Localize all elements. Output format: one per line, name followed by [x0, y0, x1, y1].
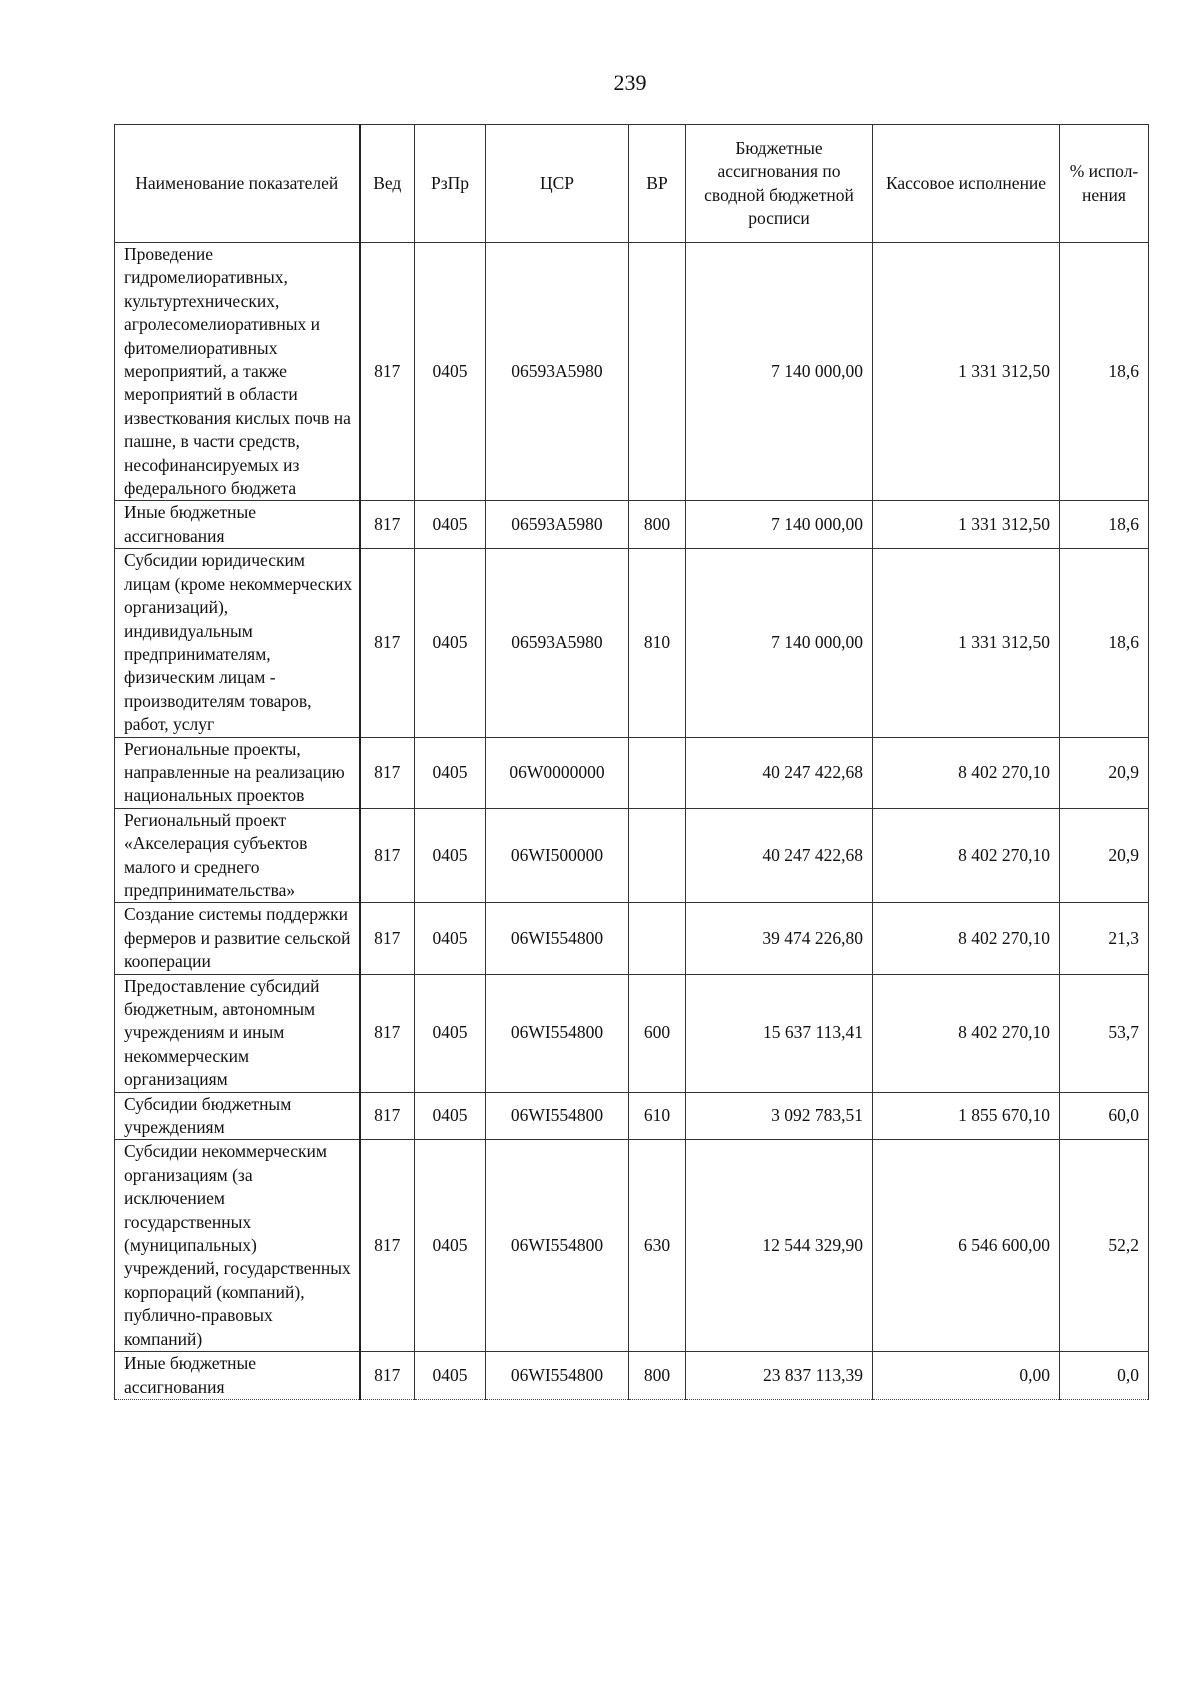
cell-ved: 817 [360, 974, 415, 1092]
cell-ved: 817 [360, 501, 415, 549]
header-assignments: Бюджетные ассигнования по сводной бюджетной росписи [686, 125, 873, 243]
cell-vr: 800 [629, 501, 686, 549]
table-header-row [115, 125, 1149, 243]
cell-assignments: 7 140 000,00 [686, 549, 873, 737]
cell-csr: 06593A5980 [486, 501, 629, 549]
cell-assignments: 39 474 226,80 [686, 903, 873, 974]
cell-rzpr: 0405 [415, 549, 486, 737]
table-row [115, 1092, 1149, 1140]
cell-ved: 817 [360, 243, 415, 501]
cell-vr: 610 [629, 1092, 686, 1140]
cell-name: Иные бюджетные ассигнования [115, 1352, 360, 1400]
cell-ved: 817 [360, 1092, 415, 1140]
cell-cash-execution: 6 546 600,00 [873, 1140, 1060, 1352]
cell-cash-execution: 8 402 270,10 [873, 808, 1060, 903]
cell-ved: 817 [360, 1352, 415, 1400]
cell-csr: 06W0000000 [486, 737, 629, 808]
cell-vr: 800 [629, 1352, 686, 1400]
cell-execution-percent: 60,0 [1060, 1092, 1149, 1140]
cell-rzpr: 0405 [415, 1140, 486, 1352]
cell-ved: 817 [360, 808, 415, 903]
cell-assignments: 40 247 422,68 [686, 737, 873, 808]
cell-ved: 817 [360, 549, 415, 737]
cell-assignments: 15 637 113,41 [686, 974, 873, 1092]
page-number: 239 [613, 70, 647, 95]
cell-execution-percent: 18,6 [1060, 243, 1149, 501]
cell-execution-percent: 18,6 [1060, 501, 1149, 549]
cell-assignments: 3 092 783,51 [686, 1092, 873, 1140]
cell-cash-execution: 0,00 [873, 1352, 1060, 1400]
header-ved: Вед [360, 125, 415, 243]
cell-csr: 06WI554800 [486, 1140, 629, 1352]
cell-vr [629, 243, 686, 501]
cell-rzpr: 0405 [415, 808, 486, 903]
cell-name: Иные бюджетные ассигнования [115, 501, 360, 549]
cell-csr: 06593A5980 [486, 243, 629, 501]
cell-assignments: 12 544 329,90 [686, 1140, 873, 1352]
header-vr: ВР [629, 125, 686, 243]
cell-rzpr: 0405 [415, 903, 486, 974]
cell-csr: 06WI554800 [486, 1092, 629, 1140]
cell-assignments: 23 837 113,39 [686, 1352, 873, 1400]
cell-rzpr: 0405 [415, 1352, 486, 1400]
cell-execution-percent: 21,3 [1060, 903, 1149, 974]
cell-name: Региональный проект «Акселерация субъектов малого и среднего предпринимательства» [115, 808, 360, 903]
cell-cash-execution: 1 331 312,50 [873, 243, 1060, 501]
cell-name: Субсидии юридическим лицам (кроме некоммерческих организаций), индивидуальным предпринимателям, физическим лицам - производителям товаров, работ, услуг [115, 549, 360, 737]
cell-vr: 810 [629, 549, 686, 737]
cell-cash-execution: 1 331 312,50 [873, 549, 1060, 737]
cell-csr: 06WI554800 [486, 974, 629, 1092]
cell-ved: 817 [360, 1140, 415, 1352]
cell-cash-execution: 8 402 270,10 [873, 737, 1060, 808]
header-rzpr: РзПр [415, 125, 486, 243]
cell-execution-percent: 18,6 [1060, 549, 1149, 737]
cell-name: Региональные проекты, направленные на реализацию национальных проектов [115, 737, 360, 808]
cell-rzpr: 0405 [415, 243, 486, 501]
cell-vr [629, 737, 686, 808]
table-row [115, 501, 1149, 549]
table-row [115, 808, 1149, 903]
table-row [115, 243, 1149, 501]
cell-assignments: 7 140 000,00 [686, 501, 873, 549]
cell-execution-percent: 52,2 [1060, 1140, 1149, 1352]
cell-assignments: 7 140 000,00 [686, 243, 873, 501]
cell-ved: 817 [360, 737, 415, 808]
cell-name: Предоставление субсидий бюджетным, автономным учреждениям и иным некоммерческим организациям [115, 974, 360, 1092]
cell-rzpr: 0405 [415, 974, 486, 1092]
table-row [115, 974, 1149, 1092]
table-row [115, 1140, 1149, 1352]
cell-rzpr: 0405 [415, 501, 486, 549]
cell-name: Создание системы поддержки фермеров и развитие сельской кооперации [115, 903, 360, 974]
table-row [115, 737, 1149, 808]
cell-csr: 06WI554800 [486, 903, 629, 974]
header-cash-execution: Кассовое исполнение [873, 125, 1060, 243]
budget-execution-table [114, 124, 1149, 1400]
header-name: Наименование показателей [115, 125, 360, 243]
header-csr: ЦСР [486, 125, 629, 243]
cell-name: Проведение гидромелиоративных, культуртехнических, агролесомелиоративных и фитомелиоративных мероприятий, а также мероприятий в области известкования кислых почв на пашне, в части средств, несофинансируемых из федерального бюджета [115, 243, 360, 501]
cell-assignments: 40 247 422,68 [686, 808, 873, 903]
table-row [115, 1352, 1149, 1400]
cell-cash-execution: 8 402 270,10 [873, 974, 1060, 1092]
cell-ved: 817 [360, 903, 415, 974]
cell-rzpr: 0405 [415, 1092, 486, 1140]
cell-execution-percent: 53,7 [1060, 974, 1149, 1092]
cell-csr: 06WI554800 [486, 1352, 629, 1400]
cell-vr [629, 903, 686, 974]
cell-cash-execution: 8 402 270,10 [873, 903, 1060, 974]
cell-execution-percent: 0,0 [1060, 1352, 1149, 1400]
cell-name: Субсидии бюджетным учреждениям [115, 1092, 360, 1140]
cell-csr: 06593A5980 [486, 549, 629, 737]
cell-vr: 630 [629, 1140, 686, 1352]
table-row [115, 549, 1149, 737]
cell-vr [629, 808, 686, 903]
cell-csr: 06WI500000 [486, 808, 629, 903]
cell-name: Субсидии некоммерческим организациям (за исключением государственных (муниципальных) учреждений, государственных корпораций (компаний), публично-правовых компаний) [115, 1140, 360, 1352]
cell-execution-percent: 20,9 [1060, 737, 1149, 808]
cell-rzpr: 0405 [415, 737, 486, 808]
header-execution-percent: % испол-нения [1060, 125, 1149, 243]
cell-cash-execution: 1 855 670,10 [873, 1092, 1060, 1140]
table-row [115, 903, 1149, 974]
cell-execution-percent: 20,9 [1060, 808, 1149, 903]
cell-cash-execution: 1 331 312,50 [873, 501, 1060, 549]
cell-vr: 600 [629, 974, 686, 1092]
